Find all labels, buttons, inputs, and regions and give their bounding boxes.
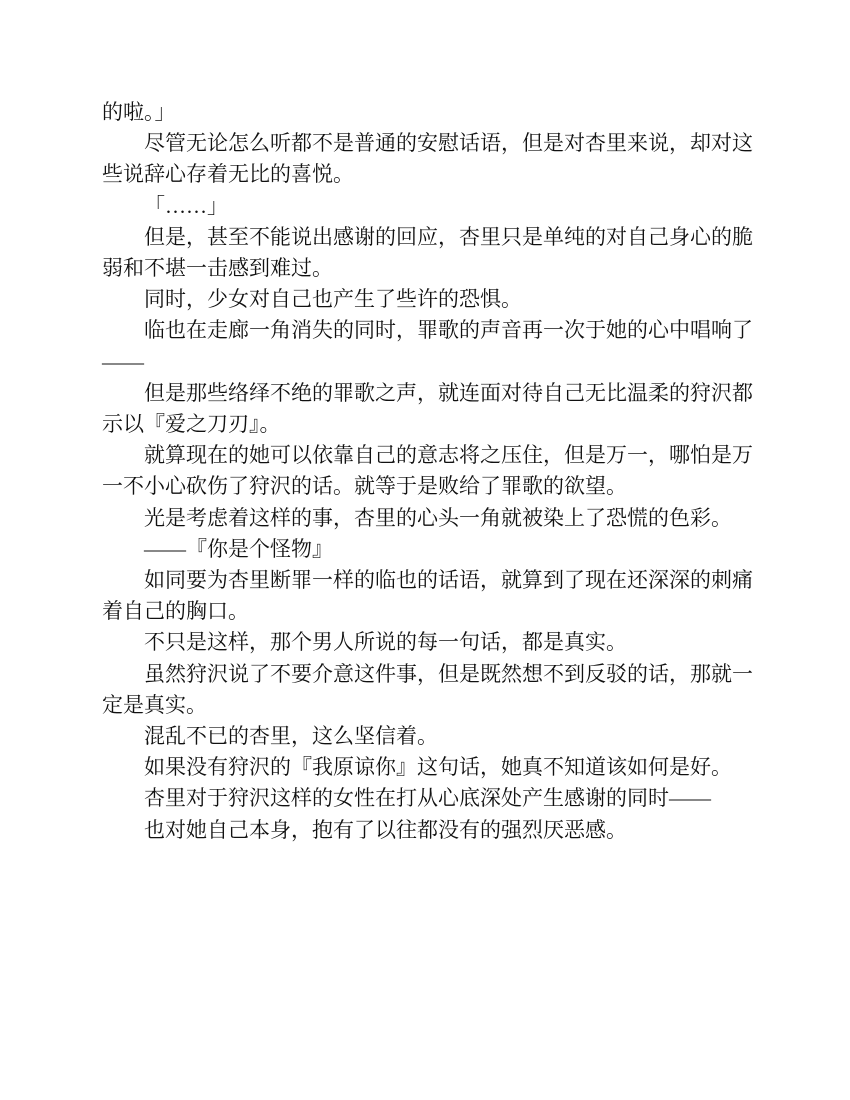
- paragraph: [102, 97, 746, 128]
- paragraph: [102, 128, 753, 190]
- text-line: 虽然狩沢说了不要介意这件事，但是既然想不到反驳的话，那就一: [144, 661, 753, 686]
- paragraph: [102, 534, 746, 565]
- text-line: 但是，甚至不能说出感谢的回应，杏里只是单纯的对自己身心的脆: [144, 224, 753, 249]
- text-line: ——: [102, 349, 144, 374]
- paragraph: [102, 783, 746, 814]
- text-line: 同时，少女对自己也产生了些许的恐惧。: [144, 287, 522, 312]
- text-line: 「……」: [144, 193, 228, 218]
- text-line: 不只是这样，那个男人所说的每一句话，都是真实。: [144, 630, 627, 655]
- paragraph: [102, 815, 746, 846]
- paragraph: [102, 315, 753, 377]
- text-line: 就算现在的她可以依靠自己的意志将之压住，但是万一，哪怕是万: [144, 443, 753, 468]
- text-line: 如果没有狩沢的『我原谅你』这句话，她真不知道该如何是好。: [144, 755, 732, 780]
- text-line: 也对她自己本身，抱有了以往都没有的强烈厌恶感。: [144, 817, 627, 842]
- text-line: 的啦。」: [102, 100, 176, 124]
- paragraph: [102, 659, 753, 721]
- paragraph: [102, 222, 753, 284]
- text-line: 着自己的胸口。: [102, 599, 249, 624]
- text-line: 尽管无论怎么听都不是普通的安慰话语，但是对杏里来说，却对这: [144, 131, 753, 156]
- paragraph: [102, 565, 753, 627]
- paragraph: [102, 284, 746, 315]
- text-line: ——『你是个怪物』: [144, 536, 333, 561]
- text-line: 但是那些络绎不绝的罪歌之声，就连面对待自己无比温柔的狩沢都: [144, 380, 753, 405]
- paragraph: [102, 503, 746, 534]
- text-line: 弱和不堪一击感到难过。: [102, 256, 333, 281]
- text-line: 临也在走廊一角消失的同时，罪歌的声音再一次于她的心中唱响了: [144, 318, 753, 343]
- document-page: [102, 97, 753, 846]
- text-line: 光是考虑着这样的事，杏里的心头一角就被染上了恐慌的色彩。: [144, 505, 732, 530]
- paragraph: [102, 752, 746, 783]
- text-line: 一不小心砍伤了狩沢的话。就等于是败给了罪歌的欲望。: [102, 474, 627, 499]
- paragraph: [102, 627, 746, 658]
- text-line: 杏里对于狩沢这样的女性在打从心底深处产生感谢的同时——: [144, 786, 711, 811]
- text-line: 定是真实。: [102, 692, 207, 717]
- paragraph: [102, 721, 746, 752]
- text-line: 示以『爱之刀刃』。: [102, 412, 281, 437]
- paragraph: [102, 440, 753, 502]
- text-line: 些说辞心存着无比的喜悦。: [102, 162, 354, 187]
- paragraph: [102, 191, 746, 222]
- text-line: 如同要为杏里断罪一样的临也的话语，就算到了现在还深深的刺痛: [144, 568, 753, 593]
- paragraph: [102, 378, 753, 440]
- text-line: 混乱不已的杏里，这么坚信着。: [144, 724, 438, 749]
